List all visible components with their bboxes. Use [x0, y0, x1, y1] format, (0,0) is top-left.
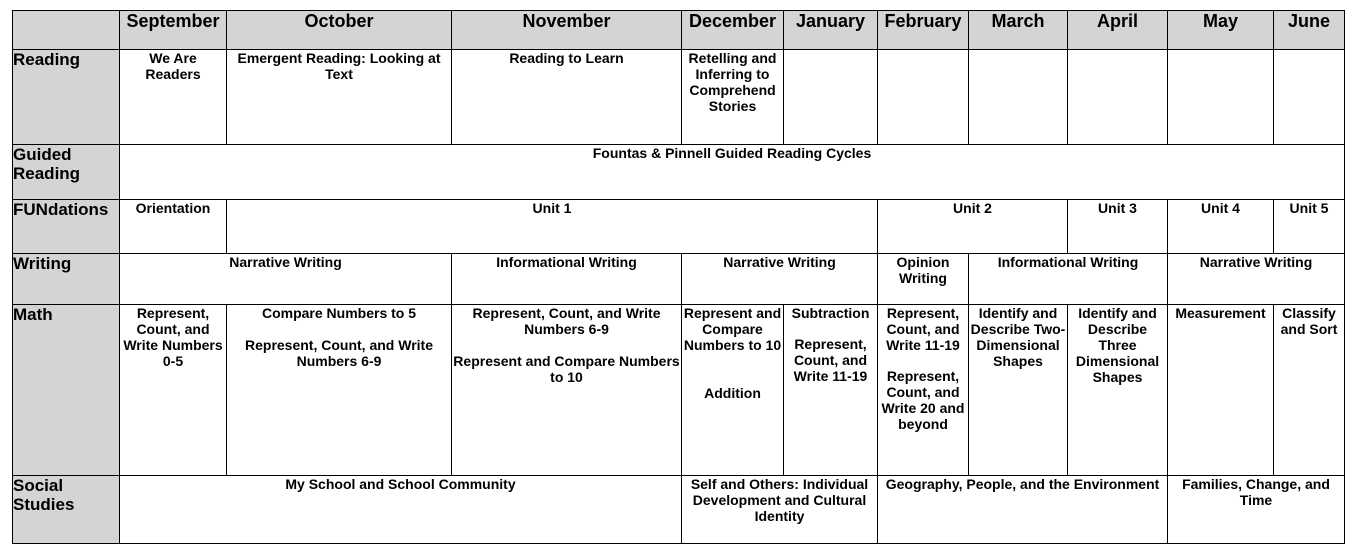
fundations-cell: Unit 5 — [1274, 200, 1345, 254]
math-topic: Represent, Count, and Write 11-19 — [886, 305, 960, 353]
social-studies-cell: Geography, People, and the Environment — [878, 476, 1168, 544]
month-header: November — [452, 11, 682, 50]
fundations-cell: Unit 1 — [227, 200, 878, 254]
writing-cell: Narrative Writing — [1168, 254, 1345, 305]
reading-cell — [1168, 50, 1274, 145]
fundations-cell: Unit 2 — [878, 200, 1068, 254]
math-cell-october — [227, 305, 452, 476]
reading-cell: Emergent Reading: Looking at Text — [227, 50, 452, 145]
math-topic: Represent, Count, and Write Numbers 6-9 — [245, 337, 433, 369]
math-topic: Represent and Compare Numbers to 10 — [683, 305, 782, 353]
row-header-social-studies: Social Studies — [13, 476, 120, 544]
social-studies-cell: My School and School Community — [120, 476, 682, 544]
math-topic: Compare Numbers to 5 — [261, 305, 417, 321]
reading-cell — [1068, 50, 1168, 145]
social-studies-row — [13, 476, 1345, 544]
reading-cell: Reading to Learn — [452, 50, 682, 145]
reading-cell: We Are Readers — [120, 50, 227, 145]
writing-cell: Informational Writing — [452, 254, 682, 305]
row-header-guided-reading: Guided Reading — [13, 145, 120, 200]
math-cell-april: Identify and Describe Three Dimensional Shapes — [1068, 305, 1168, 476]
month-header: March — [969, 11, 1068, 50]
math-cell-february — [878, 305, 969, 476]
math-topic: Represent, Count, and Write Numbers 6-9 — [472, 305, 661, 337]
row-header-reading: Reading — [13, 50, 120, 145]
month-header: January — [784, 11, 878, 50]
reading-cell — [1274, 50, 1345, 145]
fundations-cell: Orientation — [120, 200, 227, 254]
fundations-cell: Unit 4 — [1168, 200, 1274, 254]
writing-cell: Opinion Writing — [878, 254, 969, 305]
math-cell-january — [784, 305, 878, 476]
row-header-math: Math — [13, 305, 120, 476]
math-topic: Addition — [704, 385, 761, 401]
math-topic: Represent, Count, and Write 20 and beyond — [881, 368, 965, 432]
reading-row — [13, 50, 1345, 145]
month-header: October — [227, 11, 452, 50]
month-header: April — [1068, 11, 1168, 50]
math-cell-december — [682, 305, 784, 476]
row-header-fundations: FUNdations — [13, 200, 120, 254]
math-cell-march: Identify and Describe Two-Dimensional Shapes — [969, 305, 1068, 476]
math-topic: Represent and Compare Numbers to 10 — [453, 353, 680, 385]
math-cell-may: Measurement — [1168, 305, 1274, 476]
social-studies-cell: Self and Others: Individual Development and Cultural Identity — [682, 476, 878, 544]
month-header-row — [13, 11, 1345, 50]
guided-reading-cell: Fountas & Pinnell Guided Reading Cycles — [120, 145, 1345, 200]
month-header: February — [878, 11, 969, 50]
reading-cell — [784, 50, 878, 145]
math-topic: Represent, Count, and Write 11-19 — [793, 336, 868, 384]
corner-cell — [13, 11, 120, 50]
math-cell-june: Classify and Sort — [1274, 305, 1345, 476]
curriculum-map-table — [12, 10, 1345, 544]
social-studies-cell: Families, Change, and Time — [1168, 476, 1345, 544]
math-cell-september: Represent, Count, and Write Numbers 0-5 — [120, 305, 227, 476]
writing-row — [13, 254, 1345, 305]
math-topic: Subtraction — [791, 305, 870, 321]
row-header-writing: Writing — [13, 254, 120, 305]
writing-cell: Narrative Writing — [120, 254, 452, 305]
math-row — [13, 305, 1345, 476]
month-header: June — [1274, 11, 1345, 50]
month-header: May — [1168, 11, 1274, 50]
month-header: December — [682, 11, 784, 50]
fundations-row — [13, 200, 1345, 254]
month-header: September — [120, 11, 227, 50]
writing-cell: Informational Writing — [969, 254, 1168, 305]
math-cell-november — [452, 305, 682, 476]
reading-cell: Retelling and Inferring to Comprehend Stories — [682, 50, 784, 145]
writing-cell: Narrative Writing — [682, 254, 878, 305]
reading-cell — [969, 50, 1068, 145]
guided-reading-row — [13, 145, 1345, 200]
reading-cell — [878, 50, 969, 145]
fundations-cell: Unit 3 — [1068, 200, 1168, 254]
